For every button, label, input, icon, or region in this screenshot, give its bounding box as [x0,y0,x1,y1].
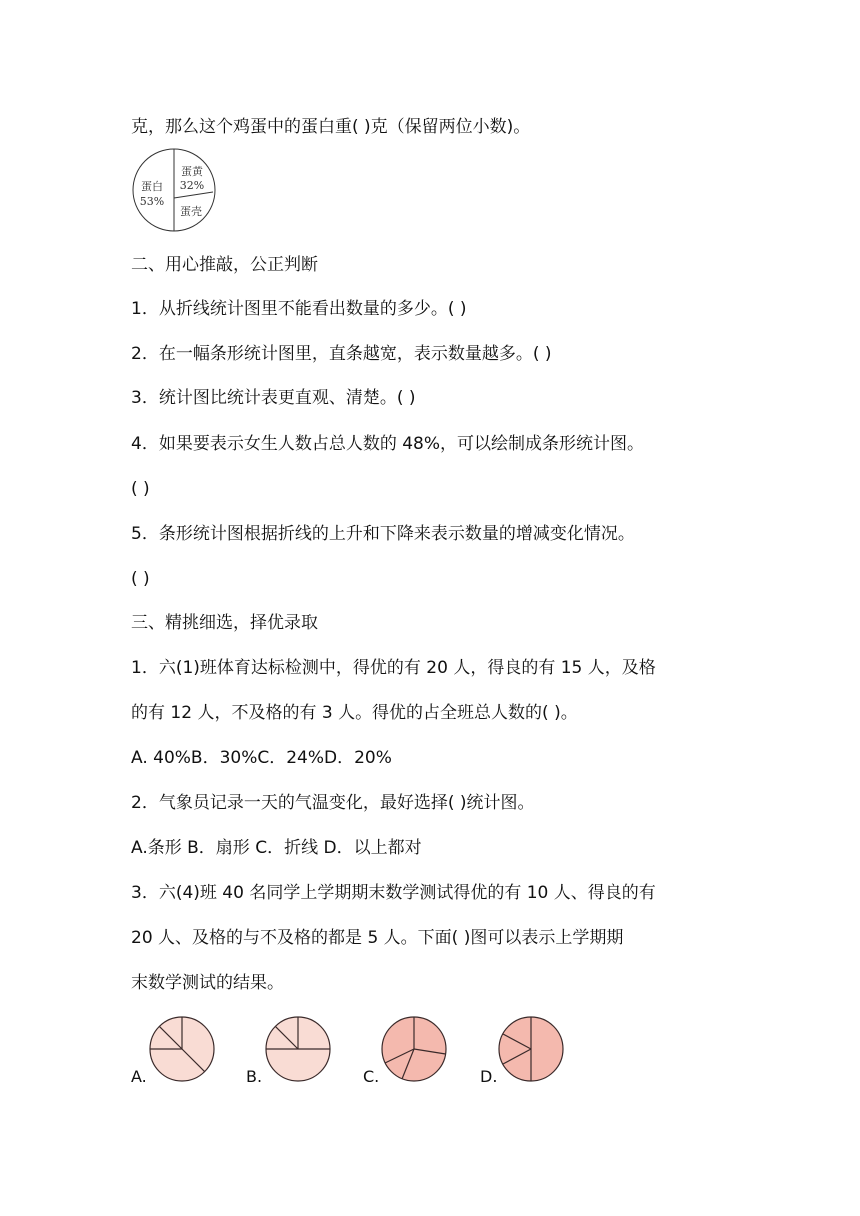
option-a-label[interactable]: A. [131,1067,147,1086]
choice-question-3-line1: 3．六(4)班 40 名同学上学期期末数学测试得优的有 10 人、得良的有 [131,883,656,903]
section-2-heading: 二、用心推敲，公正判断 [131,255,318,275]
judge-question-3: 3．统计图比统计表更直观、清楚。( ) [131,388,416,408]
judge-question-5: 5．条形统计图根据折线的上升和下降来表示数量的增减变化情况。 [131,524,635,544]
choice-question-1-line2: 的有 12 人，不及格的有 3 人。得优的占全班总人数的( )。 [131,703,578,723]
judge-question-5-answer: ( ) [131,569,150,589]
option-b-label[interactable]: B. [246,1067,263,1086]
egg-white-label: 蛋白 [141,180,163,193]
judge-question-2: 2．在一幅条形统计图里，直条越宽，表示数量越多。( ) [131,344,552,364]
judge-question-4-answer: ( ) [131,479,150,499]
egg-white-pct: 53% [139,195,165,208]
judge-question-1: 1．从折线统计图里不能看出数量的多少。( ) [131,299,467,319]
judge-question-4: 4．如果要表示女生人数占总人数的 48%，可以绘制成条形统计图。 [131,434,645,454]
choice-question-2-options: A.条形 B．扇形 C．折线 D．以上都对 [131,838,422,858]
choice-question-1-line1: 1．六(1)班体育达标检测中，得优的有 20 人，得良的有 15 人，及格 [131,658,656,678]
choice-question-3-line3: 末数学测试的结果。 [131,973,284,993]
section-3-heading: 三、精挑细选，择优录取 [131,613,318,633]
line-egg-question-end: 克，那么这个鸡蛋中的蛋白重( )克（保留两位小数)。 [131,117,531,137]
option-c-pie-chart[interactable] [380,1015,448,1083]
egg-yolk-label: 蛋黄 [181,165,203,178]
egg-shell-label: 蛋壳 [180,205,202,218]
option-c-label[interactable]: C. [363,1067,380,1086]
choice-question-3-line2: 20 人、及格的与不及格的都是 5 人。下面( )图可以表示上学期期 [131,928,624,948]
option-d-label[interactable]: D. [480,1067,498,1086]
option-a-pie-chart[interactable] [148,1015,216,1083]
choice-question-1-options: A. 40%B．30%C．24%D．20% [131,748,392,768]
egg-yolk-pct: 32% [179,179,205,192]
option-d-pie-chart[interactable] [497,1015,565,1083]
option-b-pie-chart[interactable] [264,1015,332,1083]
egg-composition-pie-chart [131,147,217,233]
choice-question-2: 2．气象员记录一天的气温变化，最好选择( )统计图。 [131,793,535,813]
